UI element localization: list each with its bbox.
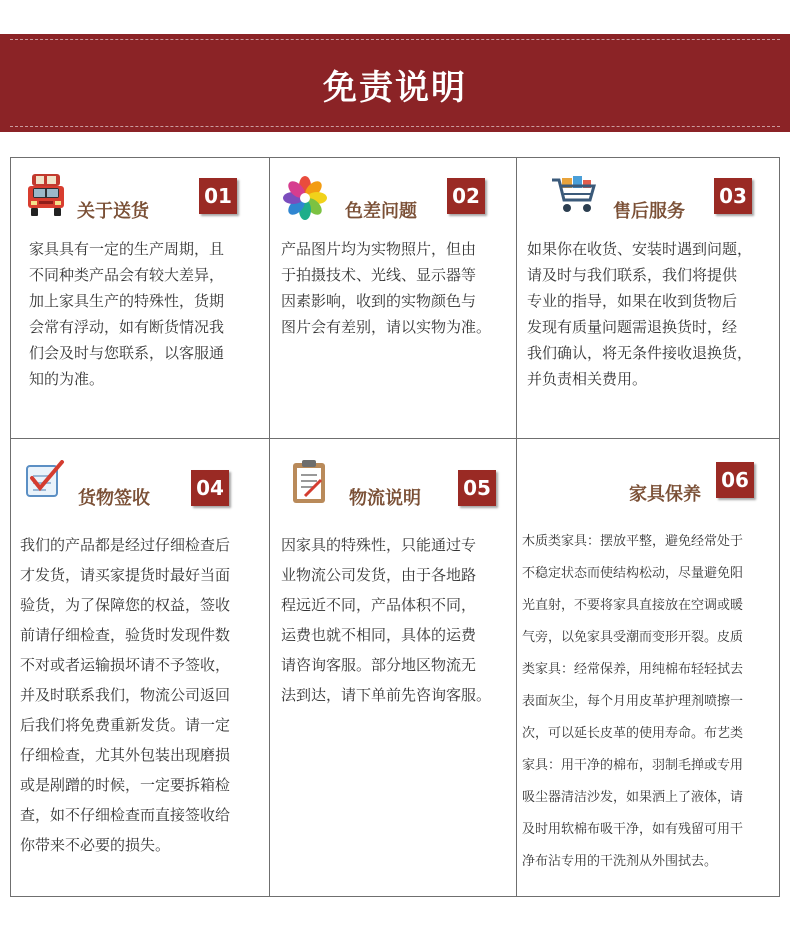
disclaimer-grid: [10, 157, 780, 897]
section-delivery: [11, 158, 269, 438]
checklist-icon: [24, 460, 66, 504]
section-receipt-inspection: [11, 438, 269, 896]
section-title: 关于送货: [77, 201, 149, 222]
section-title: 货物签收: [78, 488, 150, 509]
section-number-badge: 03: [714, 178, 752, 214]
section-body: 木质类家具：摆放平整，避免经常处于 不稳定状态而使结构松动，尽量避免阳 光直射，不要将家具直接放在空调或暖 气旁，以免家具受潮而变形开裂。皮质 类家具：经常保养，用纯棉布轻轻拭去 表面灰尘，每个月用皮革护理剂喷擦一 次，可以延长皮革的使用寿命。布艺类 家具：用干净的棉布，羽制毛掸或专用 吸尘器清洁沙发，如果洒上了液体，请 及时用软棉布吸干净，如有残留可用干 净布沾专用的干洗剂从外围拭去。: [522, 534, 744, 869]
section-body: 家具具有一定的生产周期，且 不同种类产品会有较大差异， 加上家具生产的特殊性，货期 会常有浮动，如有断货情况我 们会及时与您联系，以客服通 知的为准。: [29, 240, 225, 388]
section-body: 我们的产品都是经过仔细检查后 才发货，请买家提货时最好当面 验货，为了保障您的权益，签收 前请仔细检查，验货时发现件数 不对或者运输损坏请不予签收， 并及时联系我们，物流公司返回 后我们将免费重新发货。请一定 仔细检查，尤其外包装出现磨损 或是剐蹭的时候，一定要拆箱检 查，如不仔细检查而直接签收给 你带来不必要的损失。: [20, 536, 231, 854]
section-number-badge: 01: [199, 178, 237, 214]
section-after-sales: [516, 158, 779, 438]
banner-bottom-dashed-line: [10, 126, 780, 127]
section-title: 物流说明: [349, 488, 421, 509]
clipboard-icon: [291, 458, 327, 508]
delivery-truck-icon: [25, 172, 67, 222]
section-body: 如果你在收货、安装时遇到问题， 请及时与我们联系，我们将提供 专业的指导，如果在收到货物后 发现有质量问题需退换货时，经 我们确认，将无条件接收退换货， 并负责相关费用。: [527, 240, 753, 388]
section-furniture-maintenance: [516, 438, 779, 896]
section-number-badge: 04: [191, 470, 229, 506]
section-title: 售后服务: [613, 201, 685, 222]
section-title: 家具保养: [629, 484, 701, 505]
section-color-difference: [269, 158, 516, 438]
page-title: 免责说明: [323, 68, 467, 108]
section-body: 因家具的特殊性，只能通过专 业物流公司发货，由于各地路 程远近不同，产品体积不同， 运费也就不相同，具体的运费 请咨询客服。部分地区物流无 法到达，请下单前先咨询客服。: [281, 536, 492, 704]
section-number-badge: 02: [447, 178, 485, 214]
section-number-badge: 05: [458, 470, 496, 506]
section-title: 色差问题: [345, 201, 417, 222]
shopping-cart-icon: [550, 174, 598, 220]
section-logistics: [269, 438, 516, 896]
section-body: 产品图片均为实物照片，但由 于拍摄技术、光线、显示器等 因素影响，收到的实物颜色与 图片会有差别，请以实物为准。: [281, 240, 492, 336]
color-wheel-icon: [283, 176, 327, 224]
header-banner: [0, 34, 790, 132]
section-number-badge: 06: [716, 462, 754, 498]
banner-top-dashed-line: [10, 39, 780, 40]
